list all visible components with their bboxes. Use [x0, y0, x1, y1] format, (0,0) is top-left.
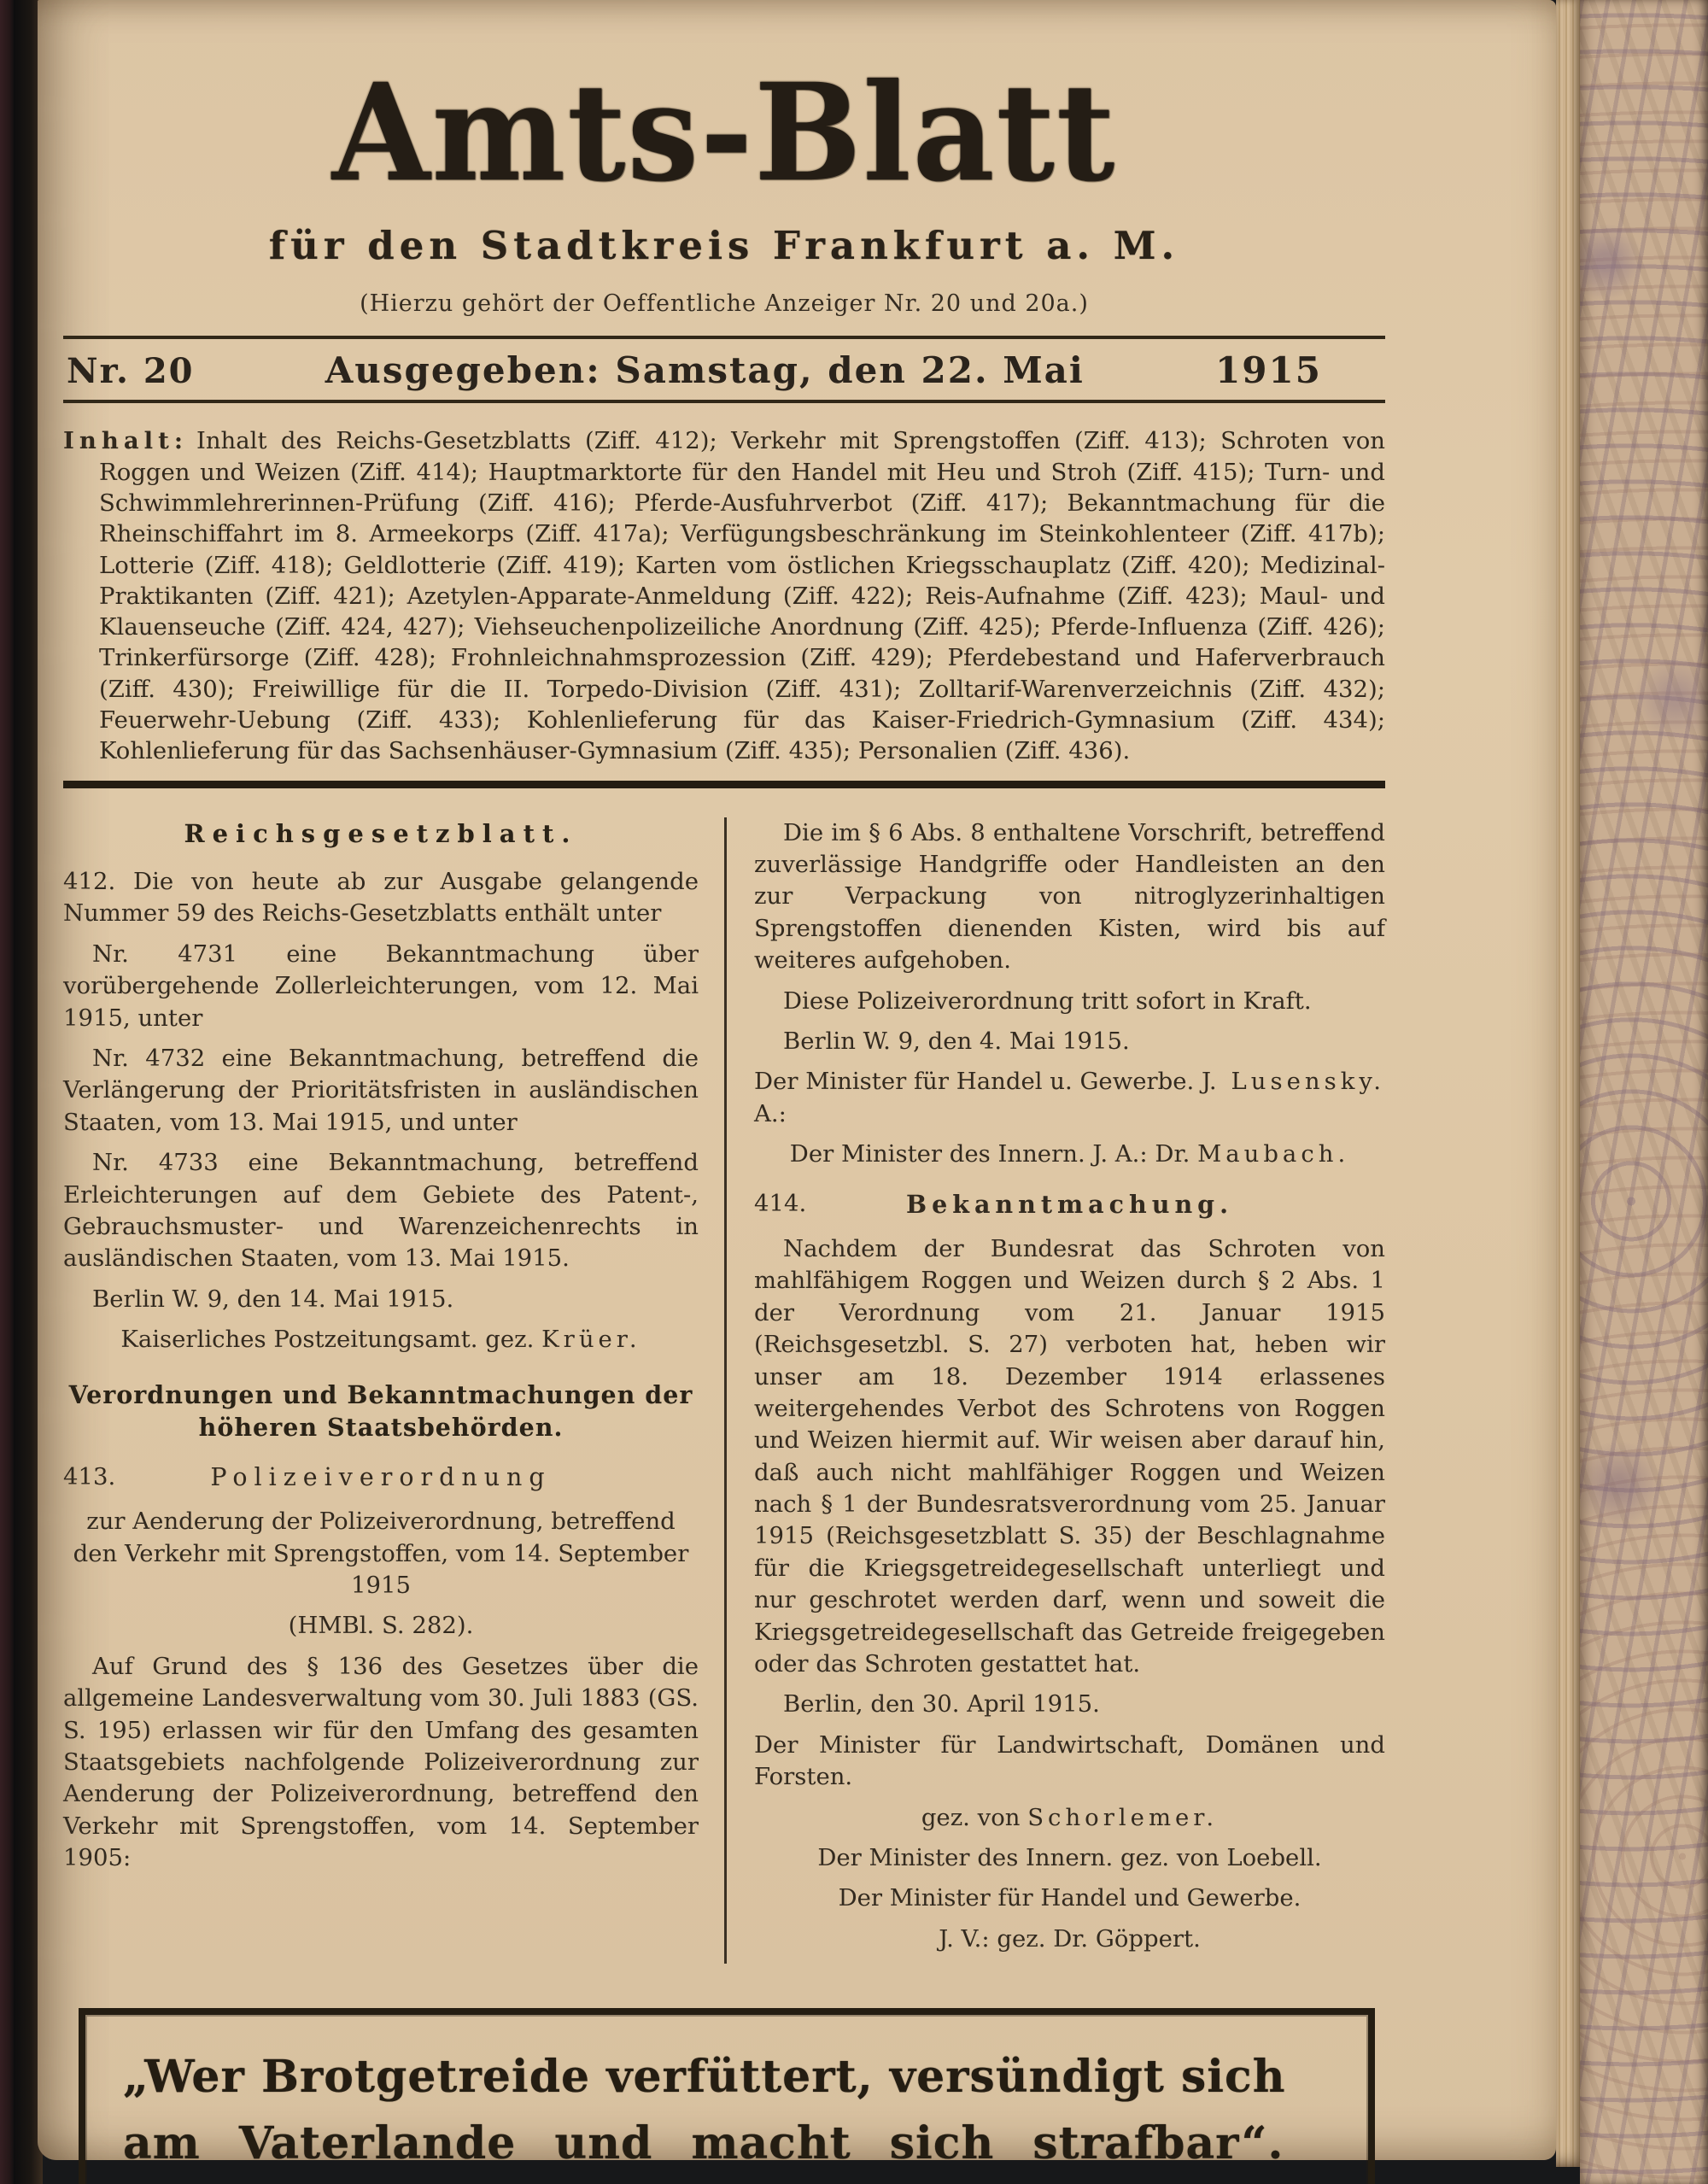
paragraph-in-kraft: Diese Polizeiverordnung tritt sofort in Kraft.	[783, 987, 1312, 1015]
dateline-berlin-14-mai: Berlin W. 9, den 14. Mai 1915.	[92, 1285, 454, 1313]
paragraph-nr4732: Nr. 4732 eine Bekanntmachung, betreffend die Verlängerung der Prioritätsfristen in ausländischen Staaten, vom 13. Mai 1915, und unter	[63, 1045, 699, 1136]
item-413-number: 413.	[63, 1462, 116, 1490]
marbled-endpaper	[1580, 0, 1708, 2184]
signature-text: Der Minister des Innern. J. A.: Dr.	[789, 1140, 1198, 1168]
signature-name: Schorlemer.	[1027, 1803, 1219, 1831]
section-heading-reichsgesetzblatt: Reichsgesetzblatt.	[184, 818, 578, 848]
toc-text: Inhalt des Reichs-Gesetzblatts (Ziff. 412); Verkehr mit Sprengstoffen (Ziff. 413); Schroten von Roggen und Weizen (Ziff. 414); Hauptmarktorte für den Handel mit Heu und Stroh (Ziff. 415); Turn- und Schwimmlehrerinnen-Prüfung (Ziff. 416); Pferde-Ausfuhrverbot (Ziff. 417); Bekanntmachung für die Rheinschiffahrt im 8. Armeekorps (Ziff. 417a); Verfügungsbeschränkung im Steinkohlenteer (Ziff. 417b); Lotterie (Ziff. 418); Geldlotterie (Ziff. 419); Karten vom östlichen Kriegsschauplatz (Ziff. 420); Medizinal-Praktikanten (Ziff. 421); Azetylen-Apparate-Anmeldung (Ziff. 422); Reis-Aufnahme (Ziff. 423); Maul- und Klauenseuche (Ziff. 424, 427); Viehseuchenpolizeiliche Anordnung (Ziff. 425); Pferde-Influenza (Ziff. 426); Trinkerfürsorge (Ziff. 428); Frohnleichnahmsprozession (Ziff. 429); Pferdebestand und Haferverbrauch (Ziff. 430); Freiwillige für die II. Torpedo-Division (Ziff. 431); Zolltarif-Warenverzeichnis (Ziff. 432); Feuerwehr-Uebung (Ziff. 433); Kohlenlieferung für das Kaiser-Friedrich-Gymnasium (Ziff. 434); Kohlenlieferung für das Sachsenhäuser-Gymnasium (Ziff. 435); Personalien (Ziff. 436).	[99, 427, 1385, 765]
signature-loebell: Der Minister des Innern. gez. von Loebell.	[817, 1843, 1322, 1871]
left-column	[63, 817, 724, 1964]
issue-date: Ausgegeben: Samstag, den 22. Mai	[325, 349, 1085, 392]
signature-schorlemer	[754, 1802, 1385, 1834]
item-414-title: Bekanntmachung.	[905, 1189, 1234, 1219]
paragraph-vorschrift: Die im § 6 Abs. 8 enthaltene Vorschrift, betreffend zuverlässige Handgriffe oder Handleisten an den zur Verpackung von nitroglyzerinhaltigen Sprengstoffen dienenden Kisten, wird bis auf weiteres aufgehoben.	[754, 818, 1385, 975]
two-column-body	[63, 817, 1385, 1964]
signature-innern	[754, 1139, 1385, 1170]
item-413-reference: (HMBl. S. 282).	[288, 1612, 474, 1640]
signature-name: Krüer.	[541, 1326, 641, 1354]
signature-text: gez. von	[921, 1803, 1028, 1831]
dateline-berlin-4-mai: Berlin W. 9, den 4. Mai 1915.	[783, 1028, 1130, 1055]
stacked-page-edges	[1556, 0, 1580, 2167]
signature-goeppert: J. V.: gez. Dr. Göppert.	[939, 1924, 1201, 1953]
slogan-line-1: „Wer Brotgetreide verfüttert, versündigt sich	[123, 2051, 1286, 2104]
masthead-title: Amts-Blatt	[331, 53, 1117, 212]
paragraph-nr4731: Nr. 4731 eine Bekanntmachung über vorübergehende Zollerleichterungen, vom 12. Mai 1915, unter	[63, 940, 699, 1032]
signature-landwirtschaft: Der Minister für Landwirtschaft, Domänen und Forsten.	[754, 1730, 1385, 1791]
signature-postzeitungsamt	[63, 1324, 699, 1355]
item-413-title: Polizeiverordnung	[210, 1462, 552, 1491]
slogan-box	[79, 2008, 1375, 2184]
rule-below-issue-line	[63, 400, 1385, 403]
issue-line	[63, 339, 1385, 400]
item-413-subtitle: zur Aenderung der Polizeiverordnung, betreffend den Verkehr mit Sprengstoffen, vom 14. September 1915	[73, 1508, 689, 1600]
heavy-section-divider	[63, 781, 1385, 788]
paragraph-bundesrat-schroten: Nachdem der Bundesrat das Schroten von mahlfähigem Roggen und Weizen durch § 2 Abs. 1 der Verordnung vom 21. Januar 1915 (Reichsgesetzbl. S. 27) verboten hat, heben wir unser am 18. Dezember 1914 erlassenes weitergehendes Verbot des Schrotens von Roggen und Weizen hiermit auf. Wir weisen aber darauf hin, daß auch nicht mahlfähiger Roggen und Weizen nach § 1 der Bundesratsverordnung vom 25. Januar 1915 (Reichsgesetzblatt S. 35) der Beschlagnahme für die Kriegsgetreidegesellschaft unterliegt und nur geschrotet werden darf, wenn und soweit die Kriegsgetreidegesellschaft das Getreide freigegeben oder das Schroten gestattet hat.	[754, 1234, 1385, 1678]
signature-name: Maubach.	[1197, 1140, 1350, 1168]
signature-text: Kaiserliches Postzeitungsamt. gez.	[120, 1326, 542, 1354]
dateline-berlin-30-april: Berlin, den 30. April 1915.	[783, 1690, 1100, 1719]
toc-label: Inhalt:	[63, 427, 188, 455]
item-413-heading	[63, 1461, 699, 1495]
issue-number: Nr. 20	[67, 351, 195, 392]
signature-handel-gewerbe	[754, 1066, 1385, 1130]
newspaper-page	[38, 0, 1556, 2170]
masthead	[63, 53, 1385, 318]
signature-name: Lusensky.	[1231, 1068, 1385, 1096]
item-414-heading	[754, 1188, 1385, 1221]
paragraph-nr4733: Nr. 4733 eine Bekanntmachung, betreffend Erleichterungen auf dem Gebiete des Patent-, Gebrauchsmuster- und Warenzeichenrechts in ausländischen Staaten, vom 13. Mai 1915.	[63, 1149, 699, 1273]
table-of-contents	[63, 425, 1385, 766]
masthead-subtitle: für den Stadtkreis Frankfurt a. M.	[268, 223, 1180, 269]
signature-text: Der Minister für Handel u. Gewerbe. J. A.:	[754, 1068, 1217, 1127]
paragraph-412: 412. Die von heute ab zur Ausgabe gelangende Nummer 59 des Reichs-Gesetzblatts enthält unter	[63, 868, 699, 928]
signature-handel-gewerbe-2: Der Minister für Handel und Gewerbe.	[838, 1884, 1301, 1912]
issue-year: 1915	[1215, 349, 1322, 392]
masthead-note: (Hierzu gehört der Oeffentliche Anzeiger Nr. 20 und 20a.)	[360, 290, 1089, 318]
right-column	[724, 817, 1385, 1964]
page-content	[38, 0, 1556, 2184]
section-heading-verordnungen: Verordnungen und Bekanntmachungen der höheren Staatsbehörden.	[68, 1379, 693, 1443]
paragraph-auf-grund: Auf Grund des § 136 des Gesetzes über die allgemeine Landesverwaltung vom 30. Juli 1883 (GS. S. 195) erlassen wir für den Umfang des gesamten Staatsgebiets nachfolgende Polizeiverordnung zur Aenderung der Polizeiverordnung, betreffend den Verkehr mit Sprengstoffen, vom 14. September 1905:	[63, 1652, 699, 1872]
slogan-line-2: am Vaterlande und macht sich strafbar“.	[123, 2117, 1284, 2170]
item-414-number: 414.	[754, 1189, 807, 1217]
book-spine	[0, 0, 14, 2184]
